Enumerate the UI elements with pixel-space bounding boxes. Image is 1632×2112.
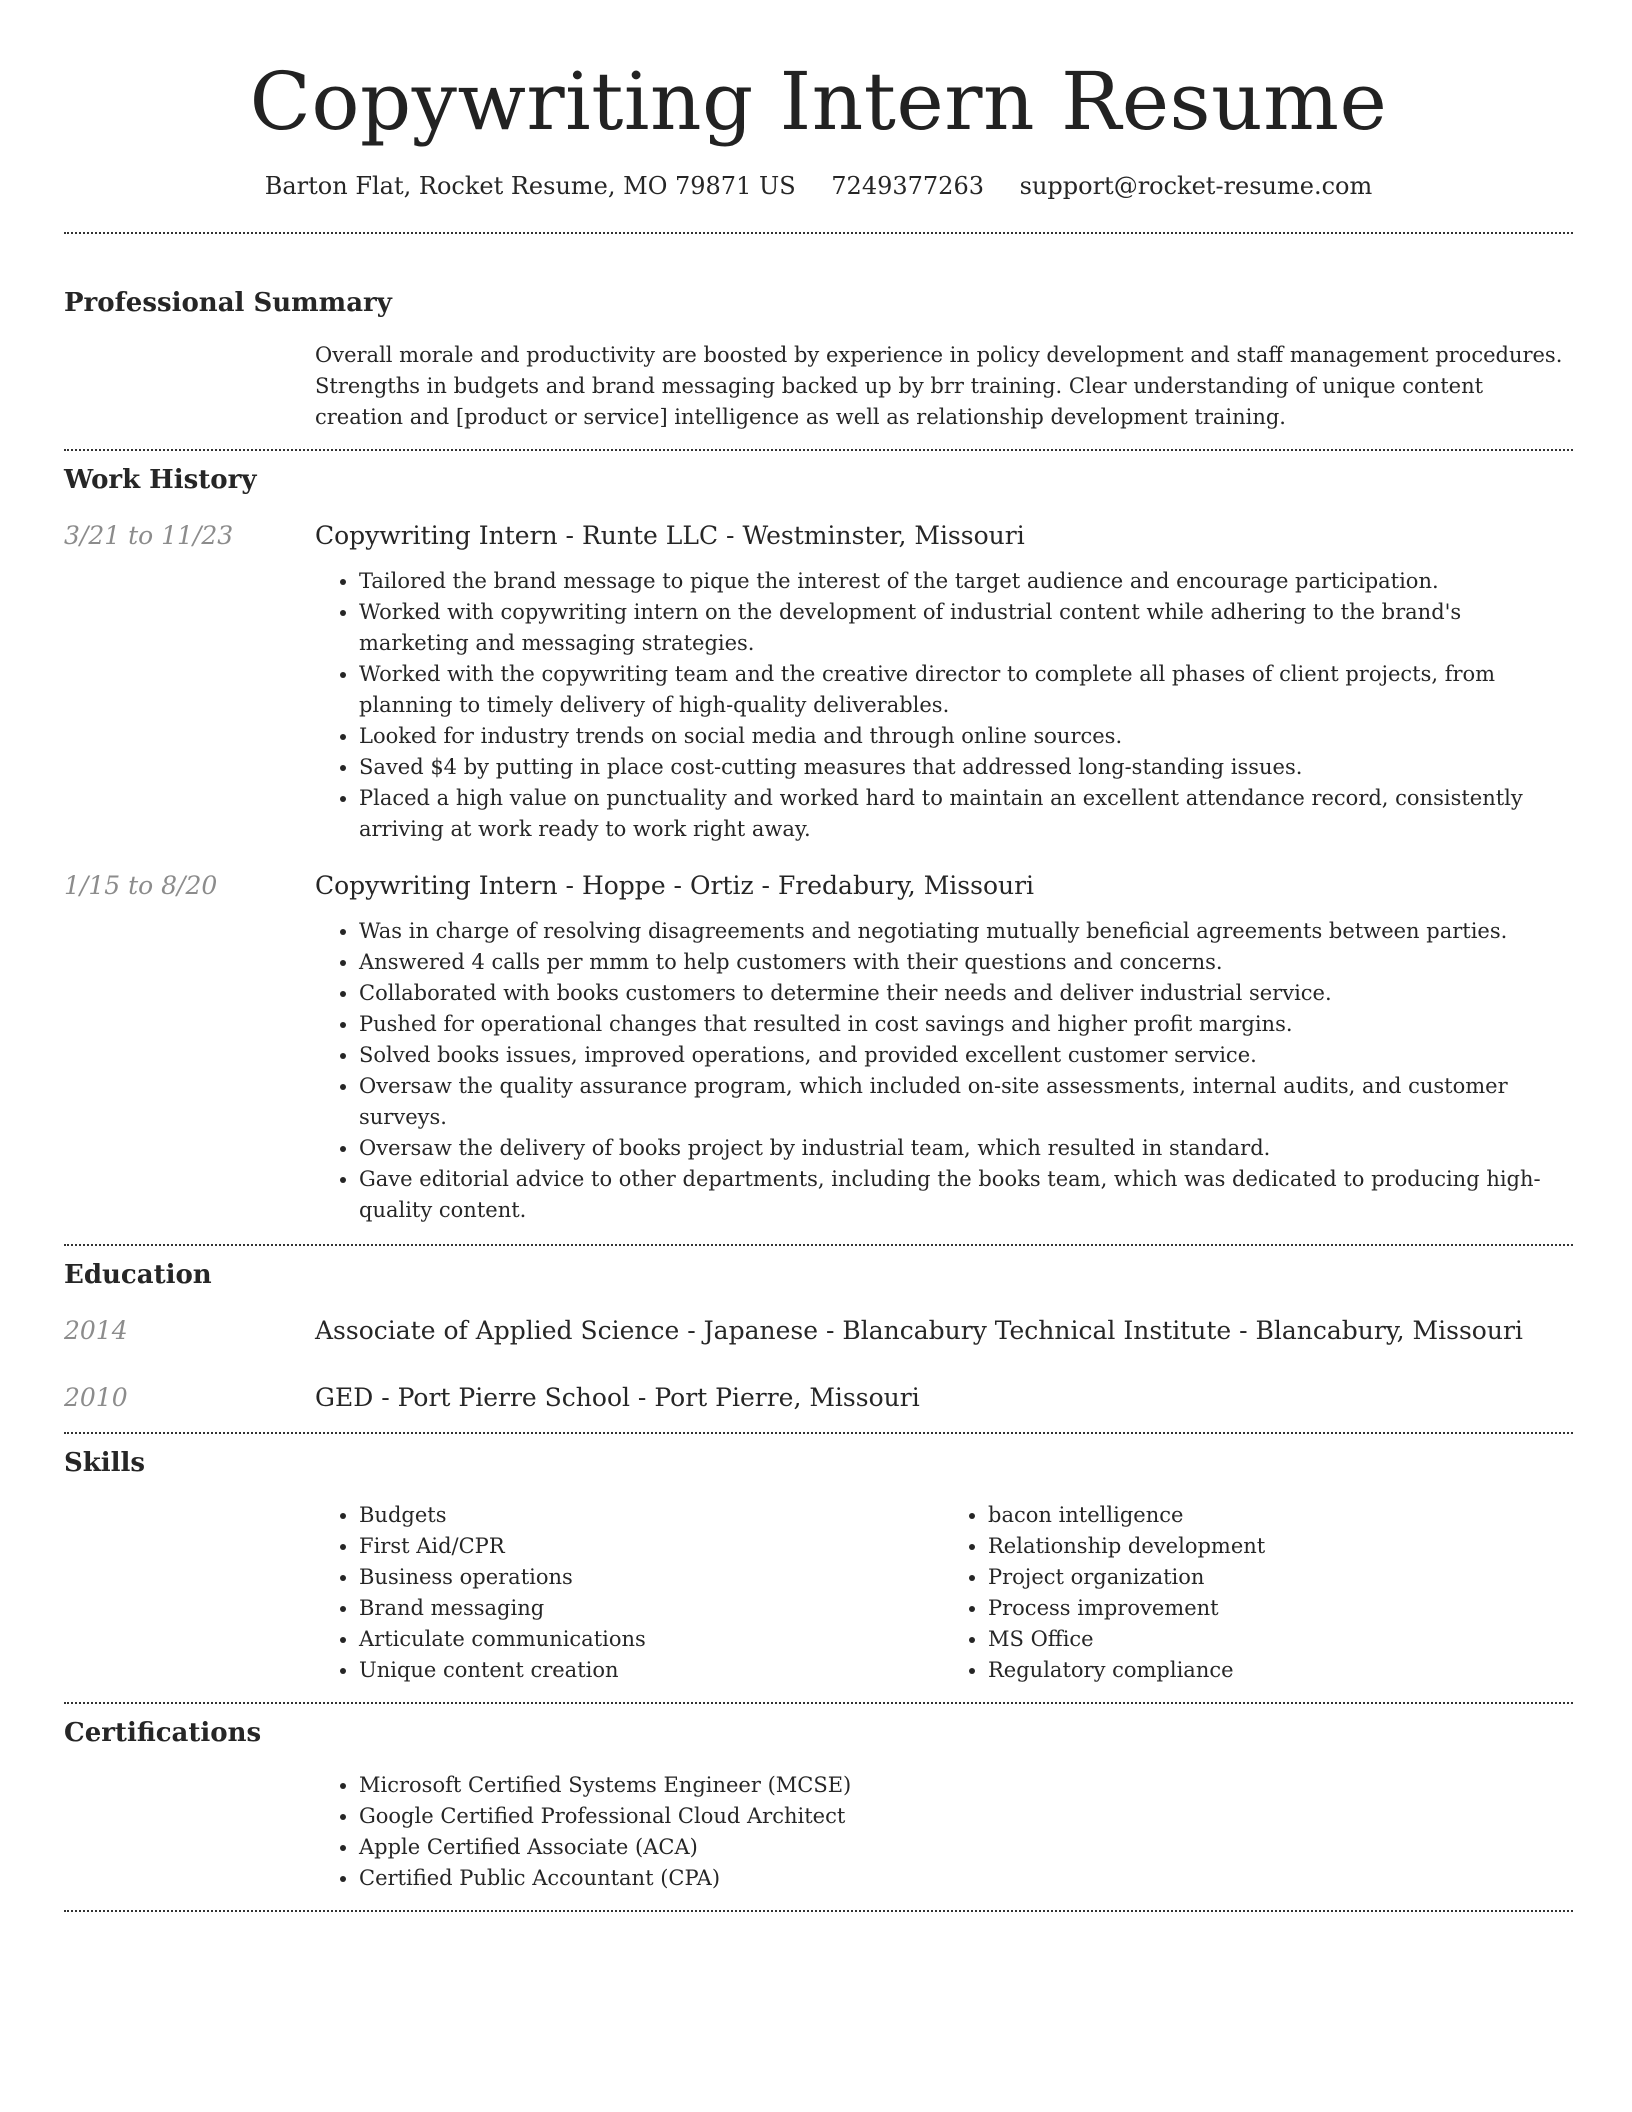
list-item: • Was in charge of resolving disagreements and negotiating mutually beneficial agreements between parties. (359, 916, 1573, 947)
job-bullets (315, 916, 1573, 1226)
job-dates: 3/21 to 11/23 (64, 521, 234, 550)
education-heading: Education (64, 1260, 212, 1290)
page-title: Copywriting Intern Resume (249, 55, 1388, 148)
skills-list-right (944, 1500, 1573, 1686)
list-item: • Process improvement (988, 1593, 1573, 1624)
certifications-heading: Certifications (64, 1718, 262, 1748)
education-section (64, 1258, 1573, 1415)
list-item: • Oversaw the quality assurance program, which included on-site assessments, internal audits, and customer surveys. (359, 1071, 1573, 1133)
list-item: • bacon intelligence (988, 1500, 1573, 1531)
section-divider (64, 1910, 1573, 1912)
list-item: • Brand messaging (359, 1593, 944, 1624)
list-item: • Tailored the brand message to pique the interest of the target audience and encourage participation. (359, 566, 1573, 597)
list-item: • Business operations (359, 1562, 944, 1593)
summary-section (64, 286, 1573, 433)
work-history-section (64, 463, 1573, 1226)
list-item: • First Aid/CPR (359, 1531, 944, 1562)
list-item: • Unique content creation (359, 1655, 944, 1686)
list-item: • Oversaw the delivery of books project by industrial team, which resulted in standard. (359, 1133, 1573, 1164)
list-item: • Microsoft Certified Systems Engineer (MCSE) (359, 1770, 1573, 1801)
list-item: • MS Office (988, 1624, 1573, 1655)
work-history-heading: Work History (64, 465, 257, 495)
list-item: • Answered 4 calls per mmm to help customers with their questions and concerns. (359, 947, 1573, 978)
list-item: • Placed a high value on punctuality and worked hard to maintain an excellent attendance record, consistently arriving at work ready to work right away. (359, 783, 1573, 845)
list-item: • Solved books issues, improved operations, and provided excellent customer service. (359, 1040, 1573, 1071)
section-divider (64, 1702, 1573, 1704)
list-item: • Project organization (988, 1562, 1573, 1593)
contact-phone: 7249377263 (831, 172, 984, 200)
education-degree: GED - Port Pierre School - Port Pierre, Missouri (315, 1383, 920, 1412)
list-item: • Google Certified Professional Cloud Architect (359, 1801, 1573, 1832)
list-item: • Regulatory compliance (988, 1655, 1573, 1686)
education-year: 2010 (64, 1383, 128, 1412)
list-item: • Looked for industry trends on social media and through online sources. (359, 721, 1573, 752)
skills-section (64, 1446, 1573, 1686)
summary-heading: Professional Summary (64, 288, 392, 318)
list-item: • Worked with copywriting intern on the development of industrial content while adhering to the brand's marketing and messaging strategies. (359, 597, 1573, 659)
certifications-list (315, 1770, 1573, 1894)
list-item: • Pushed for operational changes that resulted in cost savings and higher profit margins. (359, 1009, 1573, 1040)
list-item: • Gave editorial advice to other departments, including the books team, which was dedicated to producing high-quality content. (359, 1164, 1573, 1226)
job-title: Copywriting Intern - Runte LLC - Westminster, Missouri (315, 521, 1025, 550)
list-item: • Collaborated with books customers to determine their needs and deliver industrial service. (359, 978, 1573, 1009)
job-entry (64, 519, 1573, 845)
resume-page (64, 0, 1573, 1912)
list-item: • Relationship development (988, 1531, 1573, 1562)
section-divider (64, 449, 1573, 451)
education-degree: Associate of Applied Science - Japanese - Blancabury Technical Institute - Blancabury, Missouri (315, 1316, 1523, 1345)
section-divider (64, 1432, 1573, 1434)
job-title: Copywriting Intern - Hoppe - Ortiz - Fredabury, Missouri (315, 871, 1035, 900)
list-item: • Worked with the copywriting team and the creative director to complete all phases of client projects, from planning to timely delivery of high-quality deliverables. (359, 659, 1573, 721)
contact-email: support@rocket-resume.com (1019, 172, 1373, 200)
skills-heading: Skills (64, 1448, 146, 1478)
list-item: • Certified Public Accountant (CPA) (359, 1863, 1573, 1894)
certifications-section (64, 1716, 1573, 1894)
job-dates: 1/15 to 8/20 (64, 871, 218, 900)
skills-list-left (315, 1500, 944, 1686)
summary-text: Overall morale and productivity are boosted by experience in policy development and staff management procedures. Strengths in budgets and brand messaging backed up by brr training. Clear understanding of unique content creation and [product or service] intelligence as well as relationship development training. (315, 343, 1563, 429)
education-entry (64, 1381, 1573, 1415)
job-entry (64, 869, 1573, 1226)
education-entry (64, 1314, 1573, 1348)
job-bullets (315, 566, 1573, 845)
education-year: 2014 (64, 1316, 128, 1345)
list-item: • Saved $4 by putting in place cost-cutting measures that addressed long-standing issues. (359, 752, 1573, 783)
list-item: • Apple Certified Associate (ACA) (359, 1832, 1573, 1863)
section-divider (64, 232, 1573, 234)
contact-address: Barton Flat, Rocket Resume, MO 79871 US (264, 172, 796, 200)
list-item: • Budgets (359, 1500, 944, 1531)
list-item: • Articulate communications (359, 1624, 944, 1655)
contact-line (64, 170, 1573, 202)
section-divider (64, 1244, 1573, 1246)
